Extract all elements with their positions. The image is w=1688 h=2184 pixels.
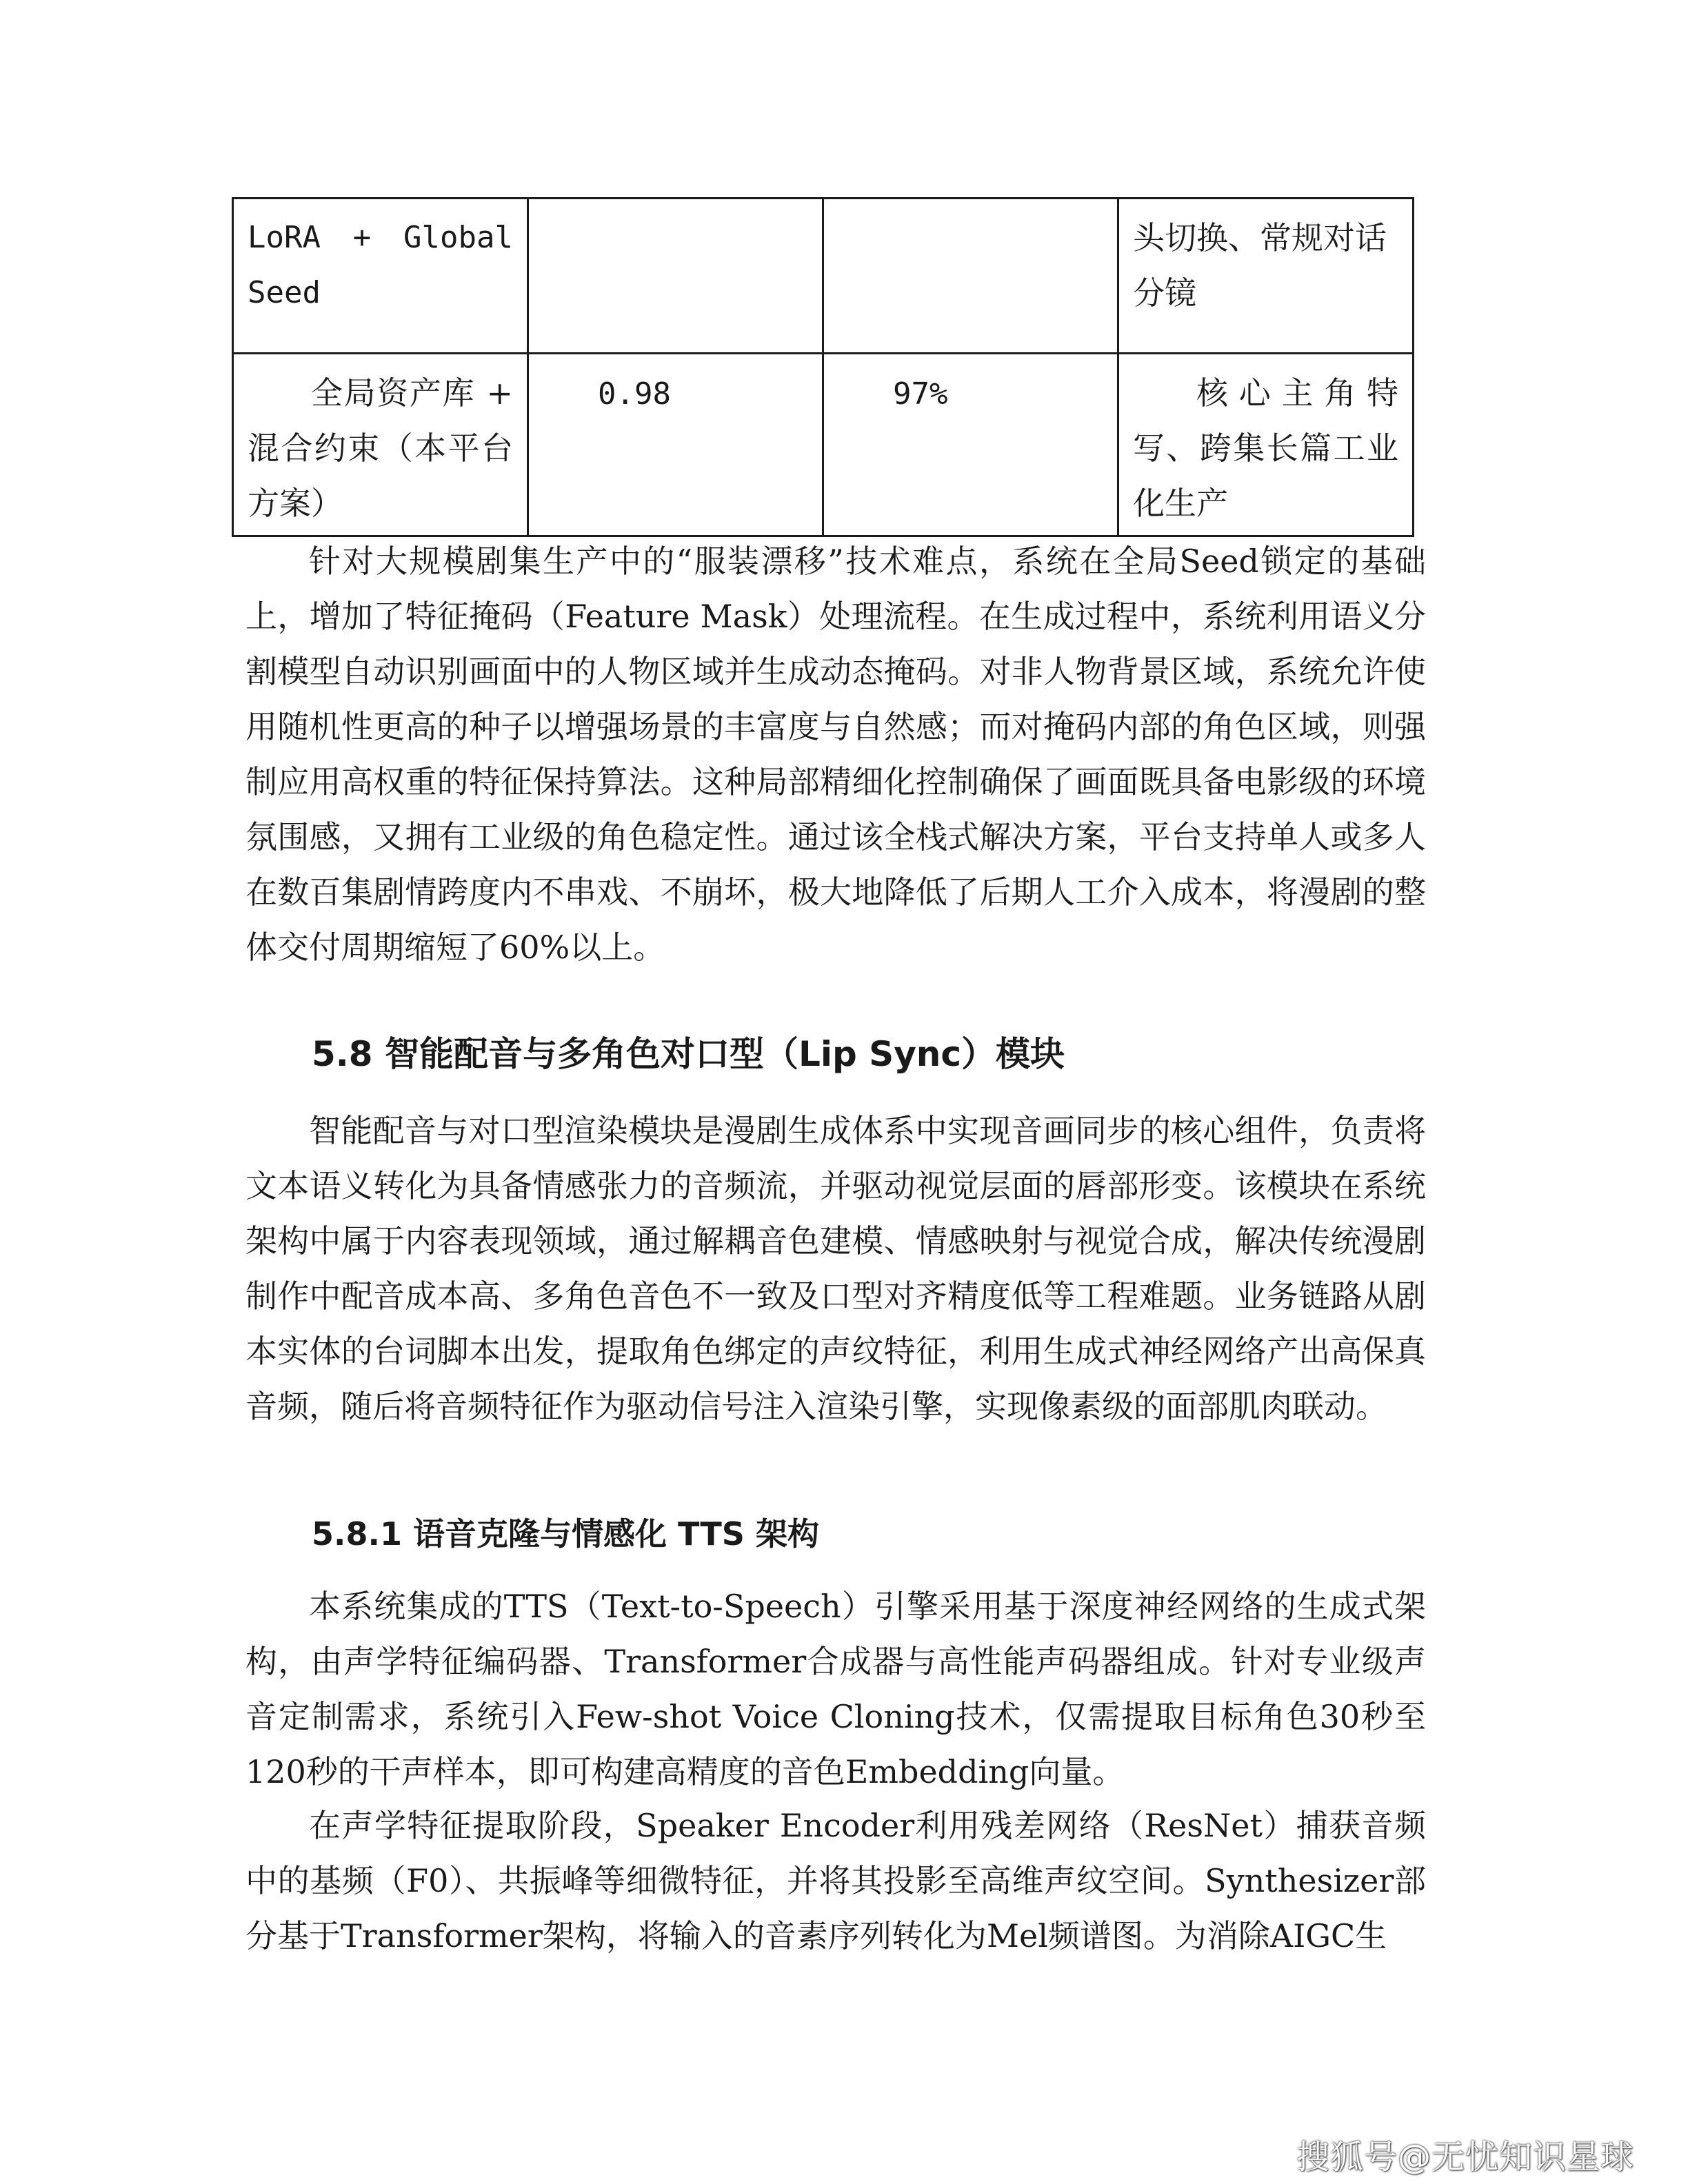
watermark-text: 搜狐号@无忧知识星球 (1296, 2138, 1634, 2176)
subsection-heading: 5.8.1 语音克隆与情感化 TTS 架构 (312, 1515, 819, 1553)
table-cell-rate (823, 199, 1118, 354)
cell-text: 全局资产库 + 混合约束（本平台方案） (248, 374, 513, 522)
section-heading: 5.8 智能配音与多角色对口型（Lip Sync）模块 (312, 1034, 1065, 1074)
table-cell-method (233, 354, 528, 536)
table-cell-rate (823, 354, 1118, 536)
comparison-table (232, 197, 1414, 537)
table-cell-score (528, 354, 823, 536)
table-cell-score (528, 199, 823, 354)
table-cell-method (233, 199, 528, 354)
body-paragraph: 针对大规模剧集生产中的“服装漂移”技术难点，系统在全局Seed锁定的基础上，增加了特征掩码（Feature Mask）处理流程。在生成过程中，系统利用语义分割模型自动识别画面中的人物区域并生成动态掩码。对非人物背景区域，系统允许使用随机性更高的种子以增强场景的丰富度与自然感；而对掩码内部的角色区域，则强制应用高权重的特征保持算法。这种局部精细化控制确保了画面既具备电影级的环境氛围感，又拥有工业级的角色稳定性。通过该全栈式解决方案，平台支持单人或多人在数百集剧情跨度内不串戏、不崩坏，极大地降低了后期人工介入成本，将漫剧的整体交付周期缩短了60%以上。 (245, 543, 1426, 966)
body-paragraph: 在声学特征提取阶段，Speaker Encoder利用残差网络（ResNet）捕获音频中的基频（F0）、共振峰等细微特征，并将其投影至高维声纹空间。Synthesizer部分基于Transformer架构，将输入的音素序列转化为Mel频谱图。为消除AIGC生 (245, 1807, 1426, 1954)
table-row (233, 199, 1414, 354)
table-cell-scenario (1118, 354, 1414, 536)
body-paragraph: 智能配音与对口型渲染模块是漫剧生成体系中实现音画同步的核心组件，负责将文本语义转化为具备情感张力的音频流，并驱动视觉层面的唇部形变。该模块在系统架构中属于内容表现领域，通过解耦音色建模、情感映射与视觉合成，解决传统漫剧制作中配音成本高、多角色音色不一致及口型对齐精度低等工程难题。业务链路从剧本实体的台词脚本出发，提取角色绑定的声纹特征，利用生成式神经网络产出高保真音频，随后将音频特征作为驱动信号注入渲染引擎，实现像素级的面部肌肉联动。 (245, 1112, 1426, 1425)
cell-text: LoRA + Global Seed (248, 220, 513, 310)
cell-text: 核心主角特写、跨集长篇工业化生产 (1133, 374, 1398, 522)
table-row (233, 354, 1414, 536)
body-paragraph: 本系统集成的TTS（Text-to-Speech）引擎采用基于深度神经网络的生成式架构，由声学特征编码器、Transformer合成器与高性能声码器组成。针对专业级声音定制需求，系统引入Few-shot Voice Cloning技术，仅需提取目标角色30秒至120秒的干声样本，即可构建高精度的音色Embedding向量。 (245, 1588, 1426, 1790)
cell-text: 头切换、常规对话分镜 (1133, 219, 1387, 312)
cell-text: 0.98 (598, 376, 671, 412)
cell-text: 97% (893, 376, 948, 412)
table-cell-scenario (1118, 199, 1414, 354)
